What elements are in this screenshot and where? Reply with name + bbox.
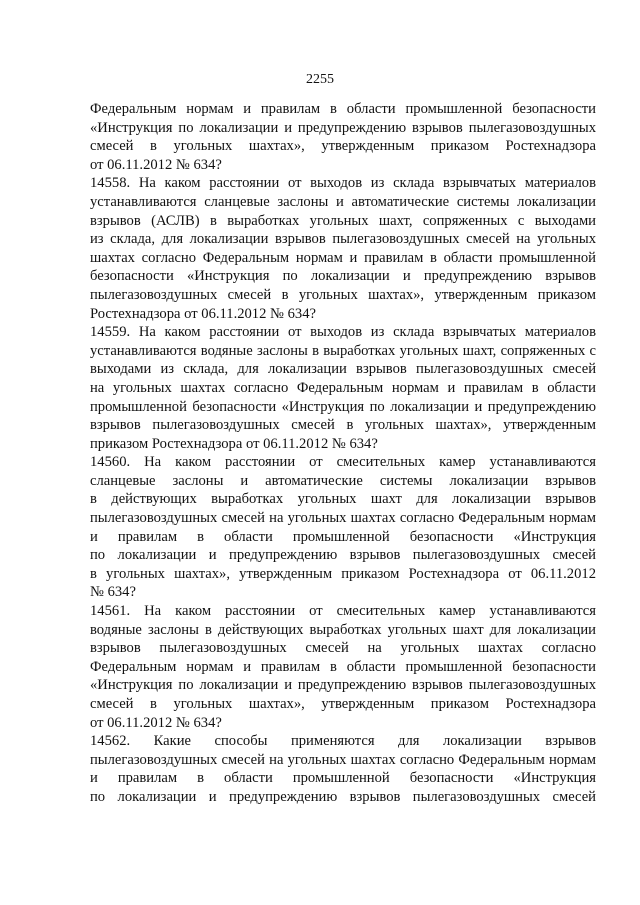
text-line: и правилам в области промышленной безопасности «Инструкция bbox=[90, 528, 596, 545]
text-line: сланцевые заслоны и автоматические системы локализации взрывов bbox=[90, 472, 596, 489]
text-line: водяные заслоны в действующих выработках угольных шахт для локализации bbox=[90, 621, 596, 638]
text-line: устанавливаются водяные заслоны в выработках угольных шахт, сопряженных с bbox=[90, 342, 596, 359]
text-line: взрывов пылегазовоздушных смесей на угольных шахтах согласно bbox=[90, 640, 596, 657]
text-line: № 634? bbox=[90, 584, 136, 601]
text-line: приказом Ростехнадзора от 06.11.2012 № 634? bbox=[90, 435, 378, 452]
text-line: из склада, для локализации взрывов пылегазовоздушных смесей на угольных bbox=[90, 231, 596, 248]
text-line: в угольных шахтах», утвержденным приказом Ростехнадзора от 06.11.2012 bbox=[90, 565, 596, 582]
text-line: Ростехнадзора от 06.11.2012 № 634? bbox=[90, 305, 316, 322]
question-14559-line: 14559. На каком расстоянии от выходов из склада взрывчатых материалов bbox=[90, 324, 596, 341]
text-line: пылегазовоздушных смесей на угольных шахтах согласно Федеральным нормам bbox=[90, 510, 596, 527]
text-line: «Инструкция по локализации и предупреждению взрывов пылегазовоздушных bbox=[90, 119, 596, 136]
text-line: устанавливаются сланцевые заслоны и автоматические системы локализации bbox=[90, 193, 596, 210]
text-line: по локализации и предупреждению взрывов пылегазовоздушных смесей bbox=[90, 547, 596, 564]
question-14560-line: 14560. На каком расстоянии от смесительных камер устанавливаются bbox=[90, 454, 596, 471]
text-line: и правилам в области промышленной безопасности «Инструкция bbox=[90, 770, 596, 787]
text-line: промышленной безопасности «Инструкция по локализации и предупреждению bbox=[90, 398, 596, 415]
text-line: смесей в угольных шахтах», утвержденным приказом Ростехнадзора bbox=[90, 696, 596, 712]
text-line: взрывов пылегазовоздушных смесей в угольных шахтах», утвержденным bbox=[90, 417, 596, 434]
text-line: выходами из склада, для локализации взрывов пылегазовоздушных смесей bbox=[90, 361, 596, 378]
text-line: смесей в угольных шахтах», утвержденным приказом Ростехнадзора bbox=[90, 138, 596, 155]
text-line: взрывов (АСЛВ) в выработках угольных шахт, сопряженных с выходами bbox=[90, 212, 596, 229]
text-line: шахтах согласно Федеральным нормам и правилам в области промышленной bbox=[90, 249, 596, 266]
text-line: по локализации и предупреждению взрывов пылегазовоздушных смесей bbox=[90, 788, 596, 805]
text-line: пылегазовоздушных смесей в угольных шахтах», утвержденным приказом bbox=[90, 286, 596, 303]
text-line: пылегазовоздушных смесей на угольных шахтах согласно Федеральным нормам bbox=[90, 751, 596, 768]
document-body bbox=[90, 100, 596, 807]
text-line: безопасности «Инструкция по локализации и предупреждению взрывов bbox=[90, 268, 596, 285]
text-line: от 06.11.2012 № 634? bbox=[90, 156, 222, 173]
text-line: «Инструкция по локализации и предупреждению взрывов пылегазовоздушных bbox=[90, 677, 596, 694]
page-number: 2255 bbox=[306, 72, 334, 87]
text-line: от 06.11.2012 № 634? bbox=[90, 714, 222, 731]
text-line: в действующих выработках угольных шахт для локализации взрывов bbox=[90, 491, 596, 508]
question-14561-line: 14561. На каком расстоянии от смесительных камер устанавливаются bbox=[90, 603, 596, 620]
question-14562-line: 14562. Какие способы применяются для локализации взрывов bbox=[90, 733, 596, 750]
text-line: Федеральным нормам и правилам в области промышленной безопасности bbox=[90, 658, 596, 675]
text-line: Федеральным нормам и правилам в области промышленной безопасности bbox=[90, 101, 596, 117]
question-14558-line: 14558. На каком расстоянии от выходов из склада взрывчатых материалов bbox=[90, 175, 596, 192]
text-line: на угольных шахтах согласно Федеральным нормам и правилам в области bbox=[90, 379, 596, 396]
